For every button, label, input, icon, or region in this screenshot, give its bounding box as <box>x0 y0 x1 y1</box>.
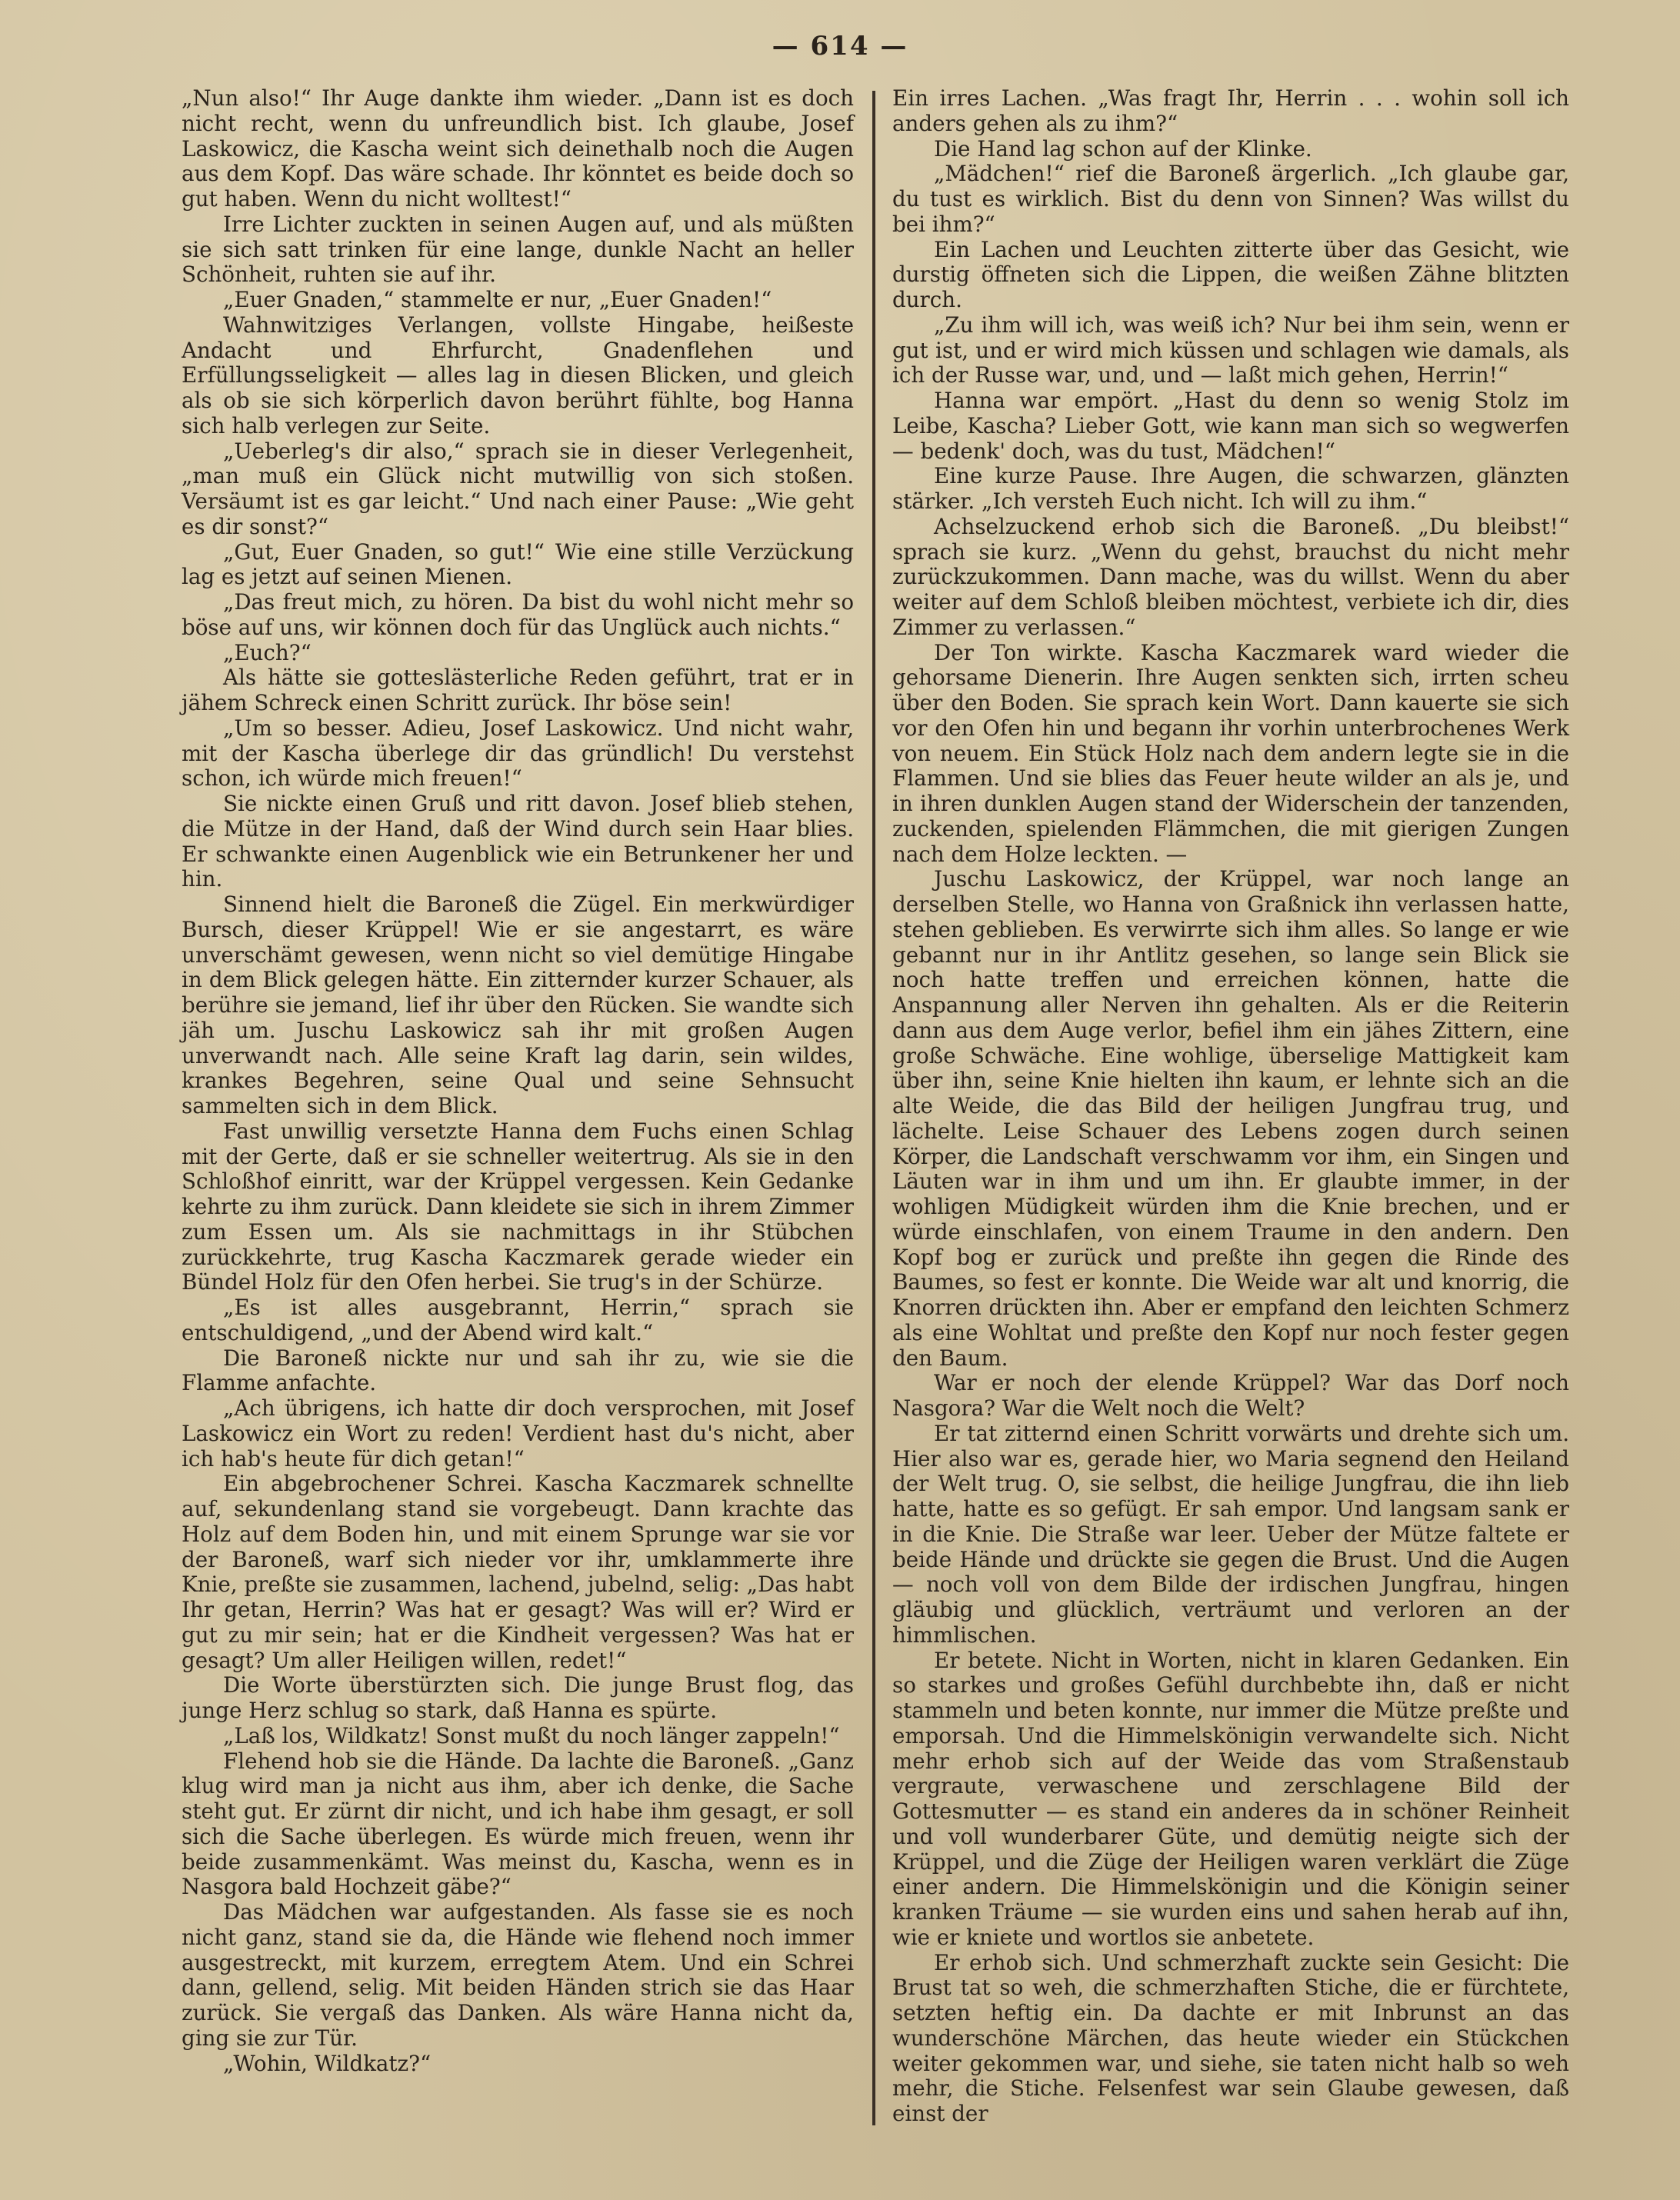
paragraph: Flehend hob sie die Hände. Da lachte die Baroneß. „Ganz klug wird man ja nicht aus ihm, aber ich denke, die Sache steht gut. Er zürnt dir nicht, und ich habe ihm gesagt, er soll sich die Sache überlegen. Es würde mich freuen, wenn ihr beide zusammenkämt. Was meinst du, Kascha, wenn es in Nasgora bald Hochzeit gäbe?“ <box>182 1748 854 1900</box>
paragraph: „Es ist alles ausgebrannt, Herrin,“ sprach sie entschuldigend, „und der Abend wird kalt.“ <box>182 1295 854 1345</box>
paragraph: Er tat zitternd einen Schritt vorwärts und drehte sich um. Hier also war es, gerade hier, wo Maria segnend den Heiland der Welt trug. O, sie selbst, die heilige Jungfrau, die ihn lieb hatte, hatte es so gefügt. Er sah empor. Und langsam sank er in die Knie. Die Straße war leer. Ueber der Mütze faltete er beide Hände und drückte sie gegen die Brust. Und die Augen — noch voll von dem Bilde der irdischen Jungfrau, hingen gläubig und glücklich, verträumt und verloren an der himmlischen. <box>892 1420 1569 1648</box>
paragraph: Irre Lichter zuckten in seinen Augen auf, und als müßten sie sich satt trinken für eine lange, dunkle Nacht an heller Schönheit, ruhten sie auf ihr. <box>182 211 854 288</box>
paragraph: „Wohin, Wildkatz?“ <box>223 2050 432 2076</box>
paragraph: „Das freut mich, zu hören. Da bist du wohl nicht mehr so böse auf uns, wir können doch für das Unglück auch nichts.“ <box>182 589 854 640</box>
paragraph: Die Hand lag schon auf der Klinke. <box>934 135 1312 162</box>
paragraph: „Laß los, Wildkatz! Sonst mußt du noch länger zappeln!“ <box>223 1722 840 1748</box>
paragraph: Die Worte überstürzten sich. Die junge Brust flog, das junge Herz schlug so stark, daß Hanna es spürte. <box>182 1672 854 1723</box>
paragraph: Er erhob sich. Und schmerzhaft zuckte sein Gesicht: Die Brust tat so weh, die schmerzhaften Stiche, die er fürchtete, setzten heftig ein. Da dachte er mit Inbrunst an das wunderschöne Märchen, das heute wieder ein Stückchen weiter gekommen war, und siehe, sie taten nicht halb so weh mehr, die Stiche. Felsenfest war sein Glaube gewesen, daß einst der <box>892 1949 1569 2126</box>
paragraph: „Mädchen!“ rief die Baroneß ärgerlich. „Ich glaube gar, du tust es wirklich. Bist du denn von Sinnen? Was willst du bei ihm?“ <box>892 161 1569 237</box>
paragraph: Ein irres Lachen. „Was fragt Ihr, Herrin . . . wohin soll ich anders gehen als zu ihm?“ <box>892 85 1569 136</box>
paragraph: Als hätte sie gotteslästerliche Reden geführt, trat er in jähem Schreck einen Schritt zurück. Ihr böse sein! <box>182 665 854 715</box>
paragraph: „Gut, Euer Gnaden, so gut!“ Wie eine stille Verzückung lag es jetzt auf seinen Mienen. <box>182 538 854 590</box>
paragraph: Sinnend hielt die Baroneß die Zügel. Ein merkwürdiger Bursch, dieser Krüppel! Wie er sie angestarrt, es wäre unverschämt gewesen, wenn nicht so viel demütige Hingabe in dem Blick gelegen hätte. Ein zitternder kurzer Schauer, als berühre sie jemand, lief ihr über den Rücken. Sie wandte sich jäh um. Juschu Laskowicz sah ihr mit großen Augen unverwandt nach. Alle seine Kraft lag darin, sein wildes, krankes Begehren, seine Qual und seine Sehnsucht sammelten sich in dem Blick. <box>182 892 854 1118</box>
page-number: — 614 — <box>772 31 908 62</box>
paragraph: Sie nickte einen Gruß und ritt davon. Josef blieb stehen, die Mütze in der Hand, daß der Wind durch sein Haar blies. Er schwankte einen Augenblick wie ein Betrunkener her und hin. <box>182 791 854 892</box>
paragraph: „Euch?“ <box>223 639 312 665</box>
paragraph: Ein Lachen und Leuchten zitterte über das Gesicht, wie durstig öffneten sich die Lippen, die weißen Zähne blitzten durch. <box>892 236 1569 312</box>
paragraph: War er noch der elende Krüppel? War das Dorf noch Nasgora? War die Welt noch die Welt? <box>892 1370 1569 1421</box>
paragraph: „Zu ihm will ich, was weiß ich? Nur bei ihm sein, wenn er gut ist, und er wird mich küssen und schlagen wie damals, als ich der Russe war, und, und — laßt mich gehen, Herrin!“ <box>892 312 1569 388</box>
paragraph: Der Ton wirkte. Kascha Kaczmarek ward wieder die gehorsame Dienerin. Ihre Augen senkten sich, irrten scheu über den Boden. Sie sprach kein Wort. Dann kauerte sie sich vor den Ofen hin und begann ihr vorhin unterbrochenes Werk von neuem. Ein Stück Holz nach dem andern legte sie in die Flammen. Und sie blies das Feuer heute wilder an als je, und in ihren dunklen Augen stand der Widerschein der tanzenden, zuckenden, spielenden Flämmchen, die mit gierigen Zungen nach dem Holze leckten. — <box>892 639 1569 867</box>
paragraph: Hanna war empört. „Hast du denn so wenig Stolz im Leibe, Kascha? Lieber Gott, wie kann man sich so wegwerfen — bedenk' doch, was du tust, Mädchen!“ <box>892 388 1569 464</box>
paragraph: Das Mädchen war aufgestanden. Als fasse sie es noch nicht ganz, stand sie da, die Hände wie flehend noch immer ausgestreckt, mit kurzem, erregtem Atem. Und ein Schrei dann, gellend, selig. Mit beiden Händen strich sie das Haar zurück. Sie vergaß das Danken. Als wäre Hanna nicht da, ging sie zur Tür. <box>182 1899 854 2051</box>
paragraph: Juschu Laskowicz, der Krüppel, war noch lange an derselben Stelle, wo Hanna von Graßnick ihn verlassen hatte, stehen geblieben. Es verwirrte sich ihm alles. So lange er wie gebannt nur in ihr Antlitz gesehen, so lange sein Blick sie noch hatte treffen und erreichen können, hatte die Anspannung aller Nerven ihn gehalten. Als er die Reiterin dann aus dem Auge verlor, befiel ihm ein jähes Zittern, eine große Schwäche. Eine wohlige, überselige Mattigkeit kam über ihn, seine Knie hielten ihn kaum, er lehnte sich an die alte Weide, die das Bild der heiligen Jungfrau trug, und lächelte. Leise Schauer des Lebens zogen durch seinen Körper, die Landschaft verschwamm vor ihm, ein Singen und Läuten war in ihm und um ihn. Er glaubte immer, in der wohligen Müdigkeit würden ihm die Knie brechen, und er würde einschlafen, von einem Traume in den andern. Den Kopf bog er zurück und preßte ihn gegen die Rinde des Baumes, so fest er konnte. Die Weide war alt und knorrig, die Knorren drückten ihn. Aber er empfand den leichten Schmerz als eine Wohltat und preßte den Kopf nur noch fester gegen den Baum. <box>892 866 1569 1371</box>
right-column <box>892 86 1569 2127</box>
paragraph: „Ueberleg's dir also,“ sprach sie in dieser Verlegenheit, „man muß ein Glück nicht mutwillig von sich stoßen. Versäumt ist es gar leicht.“ Und nach einer Pause: „Wie geht es dir sonst?“ <box>182 438 854 539</box>
paragraph: Wahnwitziges Verlangen, vollste Hingabe, heißeste Andacht und Ehrfurcht, Gnadenflehen und Erfüllungsseligkeit — alles lag in diesen Blicken, und gleich als ob sie sich körperlich davon berührt fühlte, bog Hanna sich halb verlegen zur Seite. <box>182 312 854 438</box>
paragraph: „Um so besser. Adieu, Josef Laskowicz. Und nicht wahr, mit der Kascha überlege dir das gründlich! Du verstehst schon, ich würde mich freuen!“ <box>182 715 854 792</box>
left-column <box>182 86 854 2076</box>
paragraph: „Nun also!“ Ihr Auge dankte ihm wieder. „Dann ist es doch nicht recht, wenn du unfreundlich bist. Ich glaube, Josef Laskowicz, die Kascha weint sich deinethalb noch die Augen aus dem Kopf. Das wäre schade. Ihr könntet es beide doch so gut haben. Wenn du nicht wolltest!“ <box>182 85 854 212</box>
column-divider <box>872 91 875 2125</box>
paragraph: Fast unwillig versetzte Hanna dem Fuchs einen Schlag mit der Gerte, daß er sie schneller weitertrug. Als sie in den Schloßhof einritt, war der Krüppel vergessen. Kein Gedanke kehrte zu ihm zurück. Dann kleidete sie sich in ihrem Zimmer zum Essen um. Als sie nachmittags in ihr Stübchen zurückkehrte, trug Kascha Kaczmarek gerade wieder ein Bündel Holz für den Ofen herbei. Sie trug's in der Schürze. <box>182 1118 854 1295</box>
paragraph: Die Baroneß nickte nur und sah ihr zu, wie sie die Flamme anfachte. <box>182 1345 854 1396</box>
paragraph: Er betete. Nicht in Worten, nicht in klaren Gedanken. Ein so starkes und großes Gefühl durchbebte ihn, daß er nicht stammeln und beten konnte, nur immer die Mütze preßte und emporsah. Und die Himmelskönigin verwandelte sich. Nicht mehr erhob sich auf der Weide das vom Straßenstaub vergraute, verwaschene und zerschlagene Bild der Gottesmutter — es stand ein anderes da in schöner Reinheit und voll wunderbarer Güte, und demütig neigte sich der Krüppel, und die Züge der Heiligen waren verklärt die Züge einer andern. Die Himmelskönigin und die Königin seiner kranken Träume — sie wurden eins und sahen herab auf ihn, wie er kniete und wortlos sie anbetete. <box>892 1647 1569 1950</box>
paragraph: Eine kurze Pause. Ihre Augen, die schwarzen, glänzten stärker. „Ich versteh Euch nicht. Ich will zu ihm.“ <box>892 463 1569 514</box>
paragraph: Ein abgebrochener Schrei. Kascha Kaczmarek schnellte auf, sekundenlang stand sie vorgebeugt. Dann krachte das Holz auf dem Boden hin, und mit einem Sprunge war sie vor der Baroneß, warf sich nieder vor ihr, umklammerte ihre Knie, preßte sie zusammen, lachend, jubelnd, selig: „Das habt Ihr getan, Herrin? Was hat er gesagt? Was will er? Wird er gut zu mir sein; hat er die Kindheit vergessen? Was hat er gesagt? Um aller Heiligen willen, redet!“ <box>182 1471 854 1673</box>
paragraph: „Ach übrigens, ich hatte dir doch versprochen, mit Josef Laskowicz ein Wort zu reden! Verdient hast du's nicht, aber ich hab's heute für dich getan!“ <box>182 1395 854 1472</box>
paragraph: „Euer Gnaden,“ stammelte er nur, „Euer Gnaden!“ <box>223 287 772 312</box>
paragraph: Achselzuckend erhob sich die Baroneß. „Du bleibst!“ sprach sie kurz. „Wenn du gehst, brauchst du nicht mehr zurückzukommen. Dann mache, was du willst. Wenn du aber weiter auf dem Schloß bleiben möchtest, verbiete ich dir, dies Zimmer zu verlassen.“ <box>892 513 1569 640</box>
